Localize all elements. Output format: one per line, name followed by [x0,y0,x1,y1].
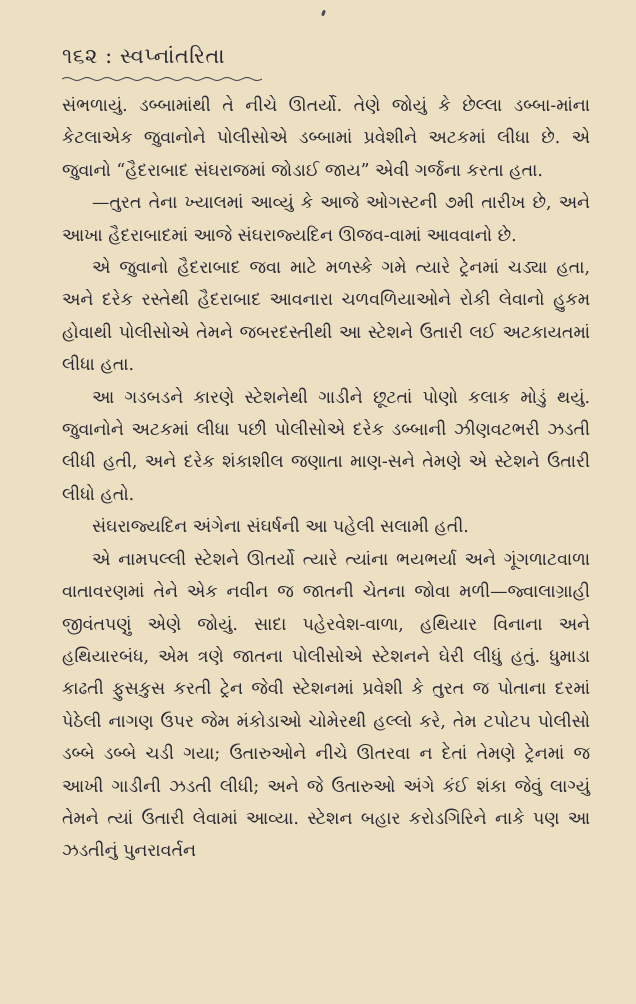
body-text [62,90,590,868]
paragraph-4: આ ગડબડને કારણે સ્ટેશનેથી ગાડીને છૂટતાં પોણો કલાક મોડું થયું. જુવાનોને અટકમાં લીધા પછી પોલીસોએ દરેક ડબ્બાની ઝીણવટભરી ઝડતી લીધી હતી, અને દરેક શંકાશીલ જણાતા માણ-સને તેમણે એ સ્ટેશને ઉતારી લીધો હતો. [62,387,590,505]
running-title: સ્વપ્નાંતરિતા [119,44,225,68]
ink-mark [321,10,326,17]
paragraph-2: —તુરત તેના ખ્યાલમાં આવ્યું કે આજે ઓગસ્ટની ૭મી તારીખ છે, અને આખા હૈદરાબાદમાં આજે સંઘરાજ્યદિન ઊજવ-વામાં આવવાનો છે. [62,193,590,246]
paragraph-5: સંઘરાજ્યદિન અંગેના સંઘર્ષની આ પહેલી સલામી હતી. [92,517,469,538]
page-header [62,44,225,69]
paragraph-1: સંભળાયું. ડબ્બામાંથી તે નીચે ઊતર્યો. તેણે જોયું કે છેલ્લા ડબ્બા-માંના કેટલાએક જુવાનોને પોલીસોએ ડબ્બામાં પ્રવેશીને અટકમાં લીધા છે. એ જુવાનો “હૈદરાબાદ સંઘરાજમાં જોડાઈ જાય” એવી ગર્જના કરતા હતા. [62,96,590,181]
header-separator: : [105,44,113,68]
paragraph-3: એ જુવાનો હૈદરાબાદ જવા માટે મળસ્કે ગમે ત્યારે ટ્રેનમાં ચડ્યા હતા, અને દરેક રસ્તેથી હૈદરાબાદ આવનારા ચળવળિયાઓને રોકી લેવાનો હુકમ હોવાથી પોલીસોએ તેમને જબરદસ્તીથી આ સ્ટેશને ઉતારી લઈ અટકાયતમાં લીધા હતા. [62,258,590,376]
page-number: ૧૬૨ [62,44,98,68]
paragraph-6: એ નામપલ્લી સ્ટેશને ઊતર્યો ત્યારે ત્યાંના ભયભર્યા અને ગૂંગળાટવાળા વાતાવરણમાં તેને એક નવીન જ જાતની ચેતના જોવા મળી—જ્વાલાગ્રાહી જીવંતપણું એણે જોયું. સાદા પહેરવેશ-વાળા, હથિયાર વિનાના અને હથિયારબંધ, એમ ત્રણે જાતના પોલીસોએ સ્ટેશનને ઘેરી લીધું હતું. ધુમાડા કાઢતી ફુસકુસ કરતી ટ્રેન જેવી સ્ટેશનમાં પ્રવેશી કે તુરત જ પોતાના દરમાં પેઠેલી નાગણ ઉપર જેમ મંકોડાઓ ચોમેરથી હલ્લો કરે, તેમ ટપોટપ પોલીસો ડબ્બે ડબ્બે ચડી ગયા; ઉતારુઓને નીચે ઊતરવા ન દેતાં તેમણે ટ્રેનમાં જ આખી ગાડીની ઝડતી લીધી; અને જે ઉતારુઓ અંગે કંઈ શંકા જેવું લાગ્યું તેમને ત્યાં ઉતારી લેવામાં આવ્યા. સ્ટેશન બહાર કરોડગિરિને નાકે પણ આ ઝડતીનું પુનરાવર્તન [62,549,590,862]
header-underline [62,76,262,82]
